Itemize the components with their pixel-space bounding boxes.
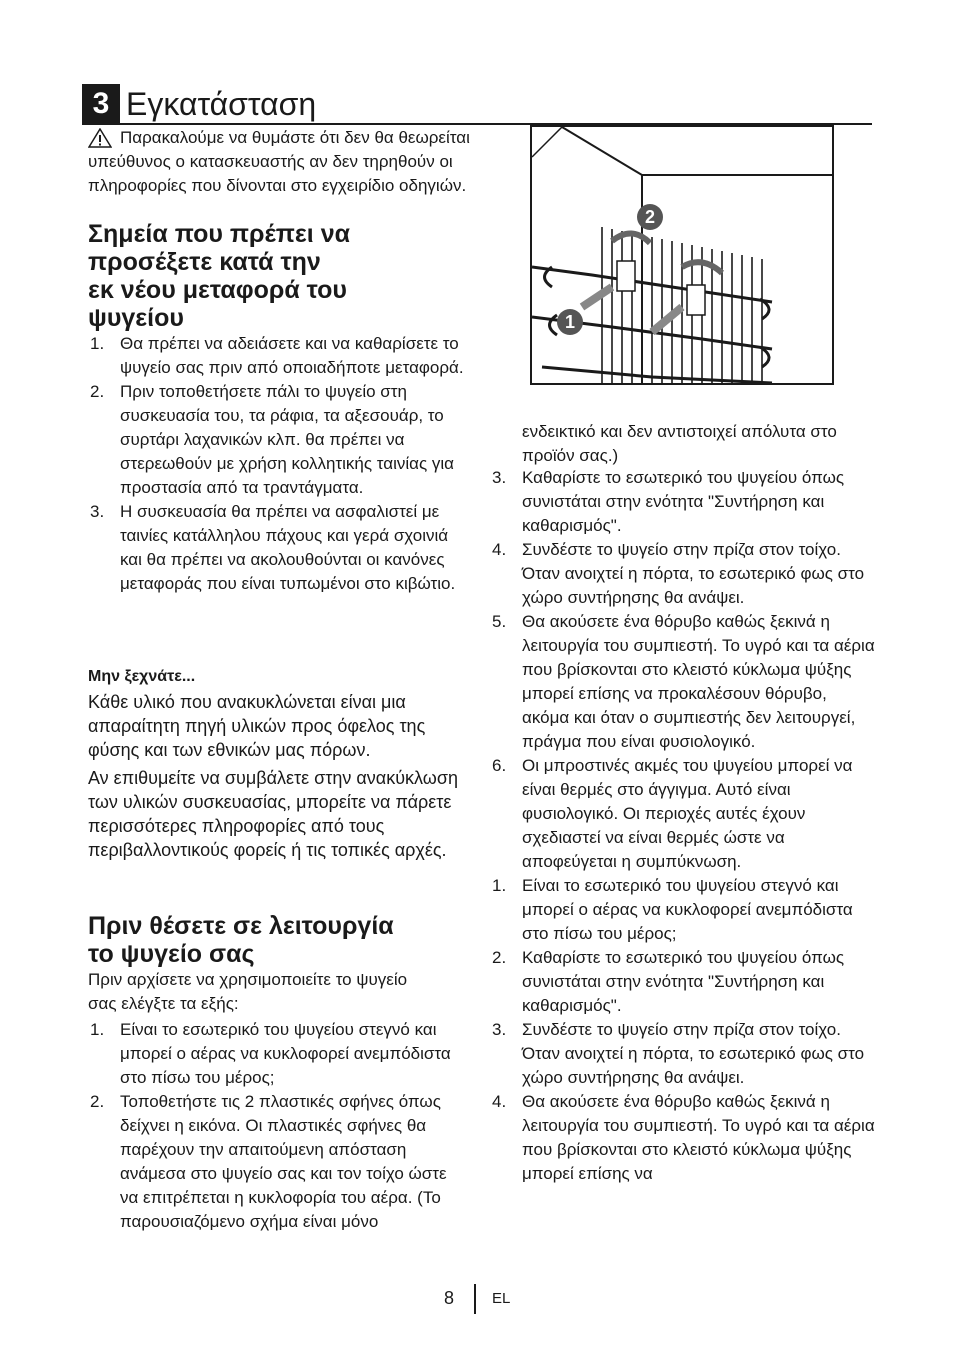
list-text: Συνδέστε το ψυγείο στην πρίζα στον τοίχο. Όταν ανοιχτεί η πόρτα, το εσωτερικό φως στο χώρο συντήρησης θα ανάψει.	[522, 1020, 865, 1087]
transport-heading-line: προσέξετε κατά την	[88, 248, 321, 276]
list-number: 1.	[90, 1020, 105, 1039]
warning-icon	[88, 128, 112, 148]
before-use-heading-line: Πριν θέσετε σε λειτουργία	[88, 912, 394, 940]
footer-divider	[474, 1284, 476, 1314]
warning-block	[88, 126, 478, 198]
transport-heading-line: ψυγείου	[88, 304, 184, 332]
list-text: Καθαρίστε το εσωτερικό του ψυγείου όπως συνιστάται στην ενότητα "Συντήρηση και καθαρισμός".	[522, 948, 845, 1015]
transport-heading-line: εκ νέου μεταφορά του	[88, 276, 347, 304]
list-text: Τοποθετήστε τις 2 πλαστικές σφήνες όπως δείχνει η εικόνα. Οι πλαστικές σφήνες θα παρέχουν την απαιτούμενη απόσταση ανάμεσα στο ψυγείο σας και τον τοίχο ώστε να επιτρέπεται η κυκλοφορία του αέρα. (Το παρουσιαζόμενο σχήμα είναι μόνο	[120, 1092, 447, 1231]
transport-heading-line: Σημεία που πρέπει να	[88, 220, 350, 248]
list-number: 1.	[492, 876, 507, 895]
transport-list	[88, 332, 470, 596]
installation-figure	[530, 125, 834, 385]
warning-text: Παρακαλούμε να θυμάστε ότι δεν θα θεωρείται υπεύθυνος ο κατασκευαστής αν δεν τηρηθούν οι πληροφορίες που δίνονται στο εγχειρίδιο οδηγιών.	[88, 128, 470, 195]
spacer-installation-illustration-icon	[532, 127, 832, 383]
list-number: 2.	[90, 382, 105, 401]
list-text: Θα ακούσετε ένα θόρυβο καθώς ξεκινά η λειτουργία του συμπιεστή. Το υγρό και τα αέρια που βρίσκονται στο κλειστό κύκλωμα ψύξης μπορεί επίσης να	[522, 1092, 875, 1183]
list-number: 3.	[492, 1020, 507, 1039]
figure-label-1: 1	[564, 312, 576, 332]
before-use-list	[88, 1018, 468, 1234]
list-item	[490, 946, 876, 1018]
figure-label-2: 2	[644, 207, 656, 227]
page-number: 8	[444, 1288, 455, 1308]
before-use-heading	[88, 912, 488, 968]
list-item	[490, 466, 876, 538]
list-number: 6.	[492, 756, 507, 775]
list-number: 1.	[90, 334, 105, 353]
before-use-list-continued	[490, 466, 876, 1186]
list-number: 3.	[90, 502, 105, 521]
list-item	[490, 610, 876, 754]
list-item	[88, 500, 470, 596]
list-number: 4.	[492, 540, 507, 559]
list-text: Καθαρίστε το εσωτερικό του ψυγείου όπως συνιστάται στην ενότητα "Συντήρηση και καθαρισμός".	[522, 468, 845, 535]
chapter-title: Εγκατάσταση	[126, 86, 317, 122]
list-number: 3.	[492, 468, 507, 487]
list-text: Συνδέστε το ψυγείο στην πρίζα στον τοίχο. Όταν ανοιχτεί η πόρτα, το εσωτερικό φως στο χώρο συντήρησης θα ανάψει.	[522, 540, 865, 607]
list-text: Πριν τοποθετήσετε πάλι το ψυγείο στη συσκευασία του, τα ράφια, τα αξεσουάρ, το συρτάρι λαχανικών κλπ. θα πρέπει να στερεωθούν με χρήση κολλητικής ταινίας για προστασία από τα τραντάγματα.	[120, 382, 454, 497]
list-number: 2.	[492, 948, 507, 967]
list-item	[490, 538, 876, 610]
list-text: Είναι το εσωτερικό του ψυγείου στεγνό και μπορεί ο αέρας να κυκλοφορεί ανεμπόδιστα στο πίσω του μέρος;	[522, 876, 853, 943]
list-number: 4.	[492, 1092, 507, 1111]
list-item	[88, 380, 470, 500]
list-item	[88, 332, 470, 380]
list-text: Θα ακούσετε ένα θόρυβο καθώς ξεκινά η λειτουργία του συμπιεστή. Το υγρό και τα αέρια που βρίσκονται στο κλειστό κύκλωμα ψύξης μπορεί επίσης να προκαλέσουν θόρυβο, ακόμα και όταν ο συμπιεστής δεν λειτουργεί, πράγμα που είναι φυσιολογικό.	[522, 612, 875, 751]
list-text: Οι μπροστινές ακμές του ψυγείου μπορεί να είναι θερμές στο άγγιγμα. Αυτό είναι φυσιολογικό. Οι περιοχές αυτές έχουν σχεδιαστεί να είναι θερμές ώστε να αποφεύγεται η συμπύκνωση.	[522, 756, 853, 871]
remember-heading: Μην ξεχνάτε...	[88, 668, 196, 685]
list-number: 5.	[492, 612, 507, 631]
list-item	[88, 1090, 468, 1234]
list-item	[490, 1018, 876, 1090]
list-item	[88, 1018, 468, 1090]
list-item	[490, 874, 876, 946]
list-item	[490, 1090, 876, 1186]
remember-paragraph: Κάθε υλικό που ανακυκλώνεται είναι μια απαραίτητη πηγή υλικών προς όφελος της φύσης και των εθνικών μας πόρων.	[88, 692, 426, 760]
before-use-heading-line: το ψυγείο σας	[88, 940, 255, 968]
list-item	[490, 754, 876, 874]
list-text: Είναι το εσωτερικό του ψυγείου στεγνό και μπορεί ο αέρας να κυκλοφορεί ανεμπόδιστα στο πίσω του μέρος;	[120, 1020, 451, 1087]
remember-paragraph: Αν επιθυμείτε να συμβάλετε στην ανακύκλωση των υλικών συσκευασίας, μπορείτε να πάρετε περισσότερες πληροφορίες από τους περιβαλλοντικούς φορείς ή τις τοπικές αρχές.	[88, 768, 458, 860]
list-text: Η συσκευασία θα πρέπει να ασφαλιστεί με ταινίες κατάλληλου πάχους και γερά σχοινιά και θα πρέπει να ακολουθούνται οι κανόνες μεταφοράς που είναι τυπωμένοι στο κιβώτιο.	[120, 502, 456, 593]
chapter-number: 3	[82, 84, 120, 124]
before-use-intro: Πριν αρχίσετε να χρησιμοποιείτε το ψυγείο σας ελέγξτε τα εξής:	[88, 970, 408, 1013]
language-code: EL	[492, 1290, 511, 1307]
continuation-text: ενδεικτικό και δεν αντιστοιχεί απόλυτα στο προϊόν σας.)	[522, 422, 837, 465]
transport-heading	[88, 220, 478, 332]
list-number: 2.	[90, 1092, 105, 1111]
list-text: Θα πρέπει να αδειάσετε και να καθαρίσετε το ψυγείο σας πριν από οποιαδήποτε μεταφορά.	[120, 334, 464, 377]
